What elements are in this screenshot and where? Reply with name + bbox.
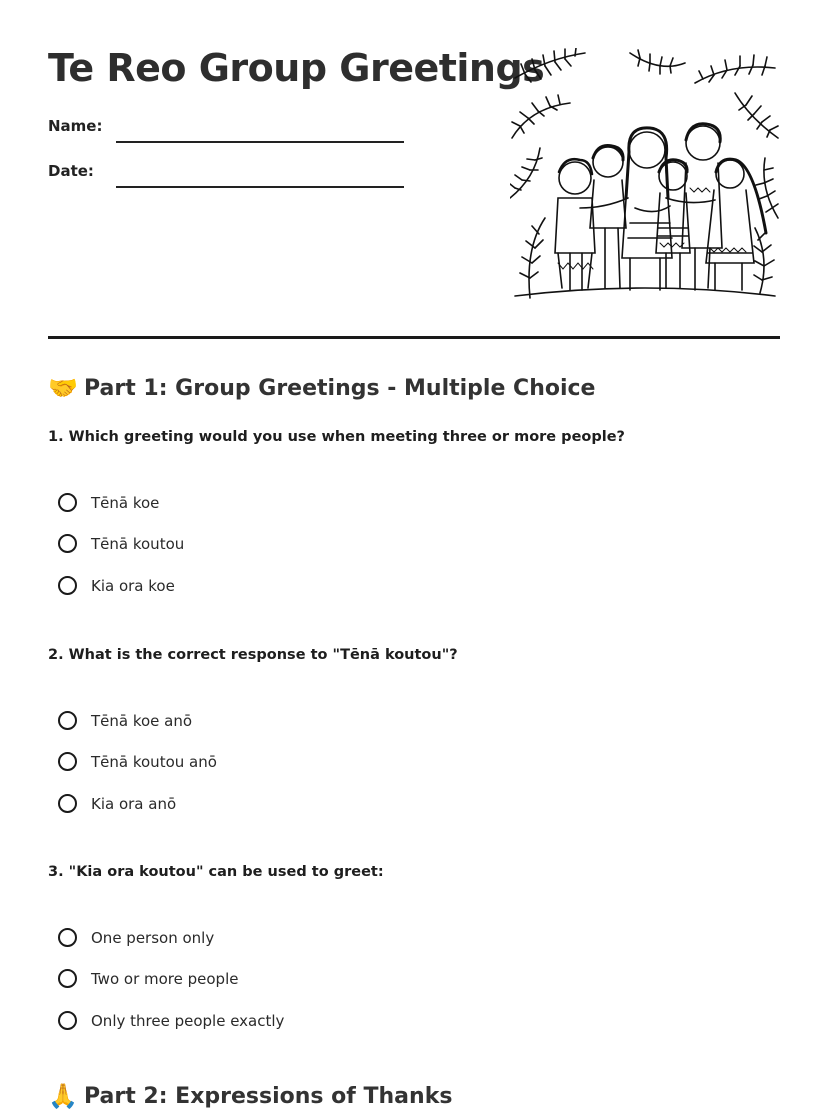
q2-option-3[interactable] (58, 794, 176, 813)
radio-circle[interactable] (58, 794, 77, 813)
option-label: Tēnā koe (91, 493, 160, 512)
q2-option-1[interactable] (58, 711, 192, 730)
q1-option-2[interactable] (58, 534, 184, 553)
q1-option-1[interactable] (58, 493, 159, 512)
radio-circle[interactable] (58, 928, 77, 947)
part1-heading (48, 374, 595, 402)
option-label: Tēnā koe anō (91, 711, 193, 730)
fern-right-icon (630, 50, 778, 293)
radio-circle[interactable] (58, 969, 77, 988)
option-label: Kia ora koe (91, 576, 175, 595)
handshake-icon: 🤝 (48, 374, 78, 402)
option-label: Tēnā koutou (91, 534, 185, 553)
option-label: Two or more people (91, 969, 239, 988)
worksheet-title: Te Reo Group Greetings (48, 46, 545, 90)
name-write-line[interactable] (116, 141, 404, 143)
section-divider (48, 336, 780, 339)
name-field (48, 117, 404, 135)
part1-heading-text: Part 1: Group Greetings - Multiple Choice (84, 375, 596, 401)
q1-option-3[interactable] (58, 576, 175, 595)
radio-circle[interactable] (58, 576, 77, 595)
radio-circle[interactable] (58, 493, 77, 512)
date-field (48, 162, 404, 180)
date-label: Date: (48, 162, 94, 180)
radio-circle[interactable] (58, 534, 77, 553)
radio-circle[interactable] (58, 752, 77, 771)
part2-heading (48, 1082, 452, 1110)
option-label: Tēnā koutou anō (91, 752, 217, 771)
question-1: 1. Which greeting would you use when meeting three or more people? (48, 429, 625, 445)
q3-option-3[interactable] (58, 1011, 284, 1030)
name-label: Name: (48, 117, 103, 135)
praying-hands-icon: 🙏 (48, 1082, 78, 1110)
q3-option-2[interactable] (58, 969, 238, 988)
question-3: 3. "Kia ora koutou" can be used to greet: (48, 864, 384, 880)
children-group-illustration (510, 48, 780, 300)
question-2: 2. What is the correct response to "Tēnā koutou"? (48, 647, 458, 663)
option-label: Only three people exactly (91, 1011, 285, 1030)
option-label: Kia ora anō (91, 794, 177, 813)
part2-heading-text: Part 2: Expressions of Thanks (84, 1083, 453, 1109)
radio-circle[interactable] (58, 1011, 77, 1030)
option-label: One person only (91, 928, 215, 947)
q3-option-1[interactable] (58, 928, 214, 947)
radio-circle[interactable] (58, 711, 77, 730)
q2-option-2[interactable] (58, 752, 217, 771)
date-write-line[interactable] (116, 186, 404, 188)
fern-left-icon (510, 48, 585, 298)
